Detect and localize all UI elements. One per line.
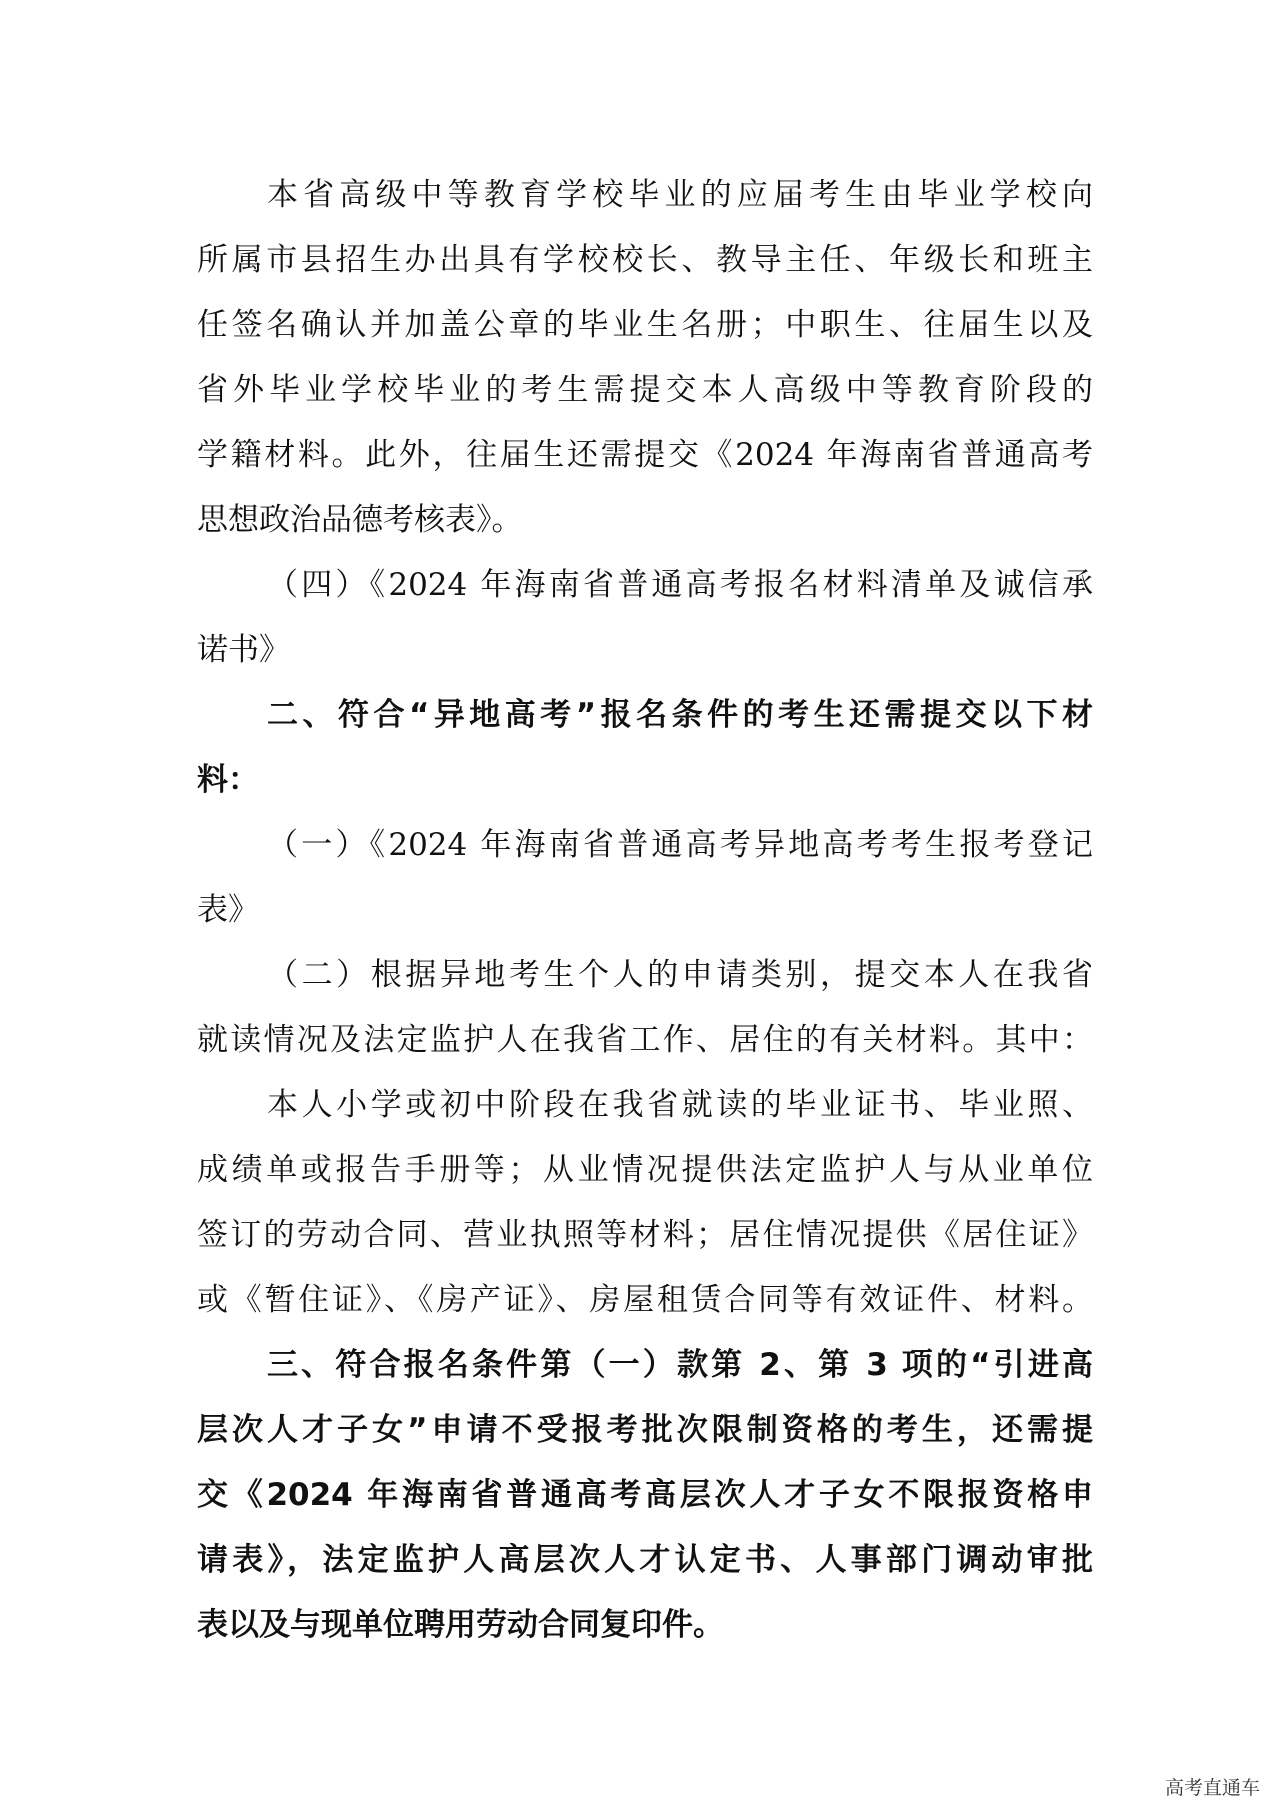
- heading-line: 交《2024 年海南省普通高考高层次人才子女不限报资格申: [197, 1477, 1093, 1513]
- heading-line: 层次人才子女”申请不受报考批次限制资格的考生，还需提: [197, 1412, 1093, 1448]
- text-line: 思想政治品德考核表》。: [197, 502, 523, 538]
- text-line: 就读情况及法定监护人在我省工作、居住的有关材料。其中：: [197, 1022, 1093, 1058]
- paragraph-item-four: [197, 553, 1093, 683]
- text-line: （四）《2024 年海南省普通高考报名材料清单及诚信承: [267, 567, 1093, 603]
- paragraph-supporting-materials: [197, 1073, 1093, 1333]
- text-line: 本人小学或初中阶段在我省就读的毕业证书、毕业照、: [267, 1087, 1093, 1123]
- paragraph-item-one: [197, 813, 1093, 943]
- text-line: （一）《2024 年海南省普通高考异地高考考生报考登记: [267, 827, 1093, 863]
- text-line: 省外毕业学校毕业的考生需提交本人高级中等教育阶段的: [197, 372, 1093, 408]
- watermark: 高考直通车: [1164, 1777, 1260, 1799]
- text-line: （二）根据异地考生个人的申请类别，提交本人在我省: [267, 957, 1093, 993]
- text-line: 诺书》: [197, 632, 290, 668]
- heading-line: 请表》，法定监护人高层次人才认定书、人事部门调动审批: [197, 1542, 1093, 1578]
- text-line: 签订的劳动合同、营业执照等材料；居住情况提供《居住证》: [197, 1217, 1093, 1253]
- text-line: 本省高级中等教育学校毕业的应届考生由毕业学校向: [267, 177, 1093, 213]
- paragraph-item-two: [197, 943, 1093, 1073]
- section-heading-three: [197, 1333, 1093, 1658]
- heading-line: 表以及与现单位聘用劳动合同复印件。: [197, 1607, 724, 1643]
- heading-line: 二、符合“异地高考”报名条件的考生还需提交以下材: [267, 697, 1093, 733]
- text-line: 任签名确认并加盖公章的毕业生名册；中职生、往届生以及: [197, 307, 1093, 343]
- document-body: [197, 163, 1093, 1658]
- text-line: 表》: [197, 892, 259, 928]
- text-line: 成绩单或报告手册等；从业情况提供法定监护人与从业单位: [197, 1152, 1093, 1188]
- heading-line: 料：: [197, 762, 259, 798]
- text-line: 所属市县招生办出具有学校校长、教导主任、年级长和班主: [197, 242, 1093, 278]
- heading-line: 三、符合报名条件第（一）款第 2、第 3 项的“引进高: [267, 1347, 1093, 1383]
- paragraph-graduation-roster: [197, 163, 1093, 553]
- section-heading-two: [197, 683, 1093, 813]
- text-line: 学籍材料。此外，往届生还需提交《2024 年海南省普通高考: [197, 437, 1093, 473]
- text-line: 或《暂住证》、《房产证》、房屋租赁合同等有效证件、材料。: [197, 1282, 1093, 1318]
